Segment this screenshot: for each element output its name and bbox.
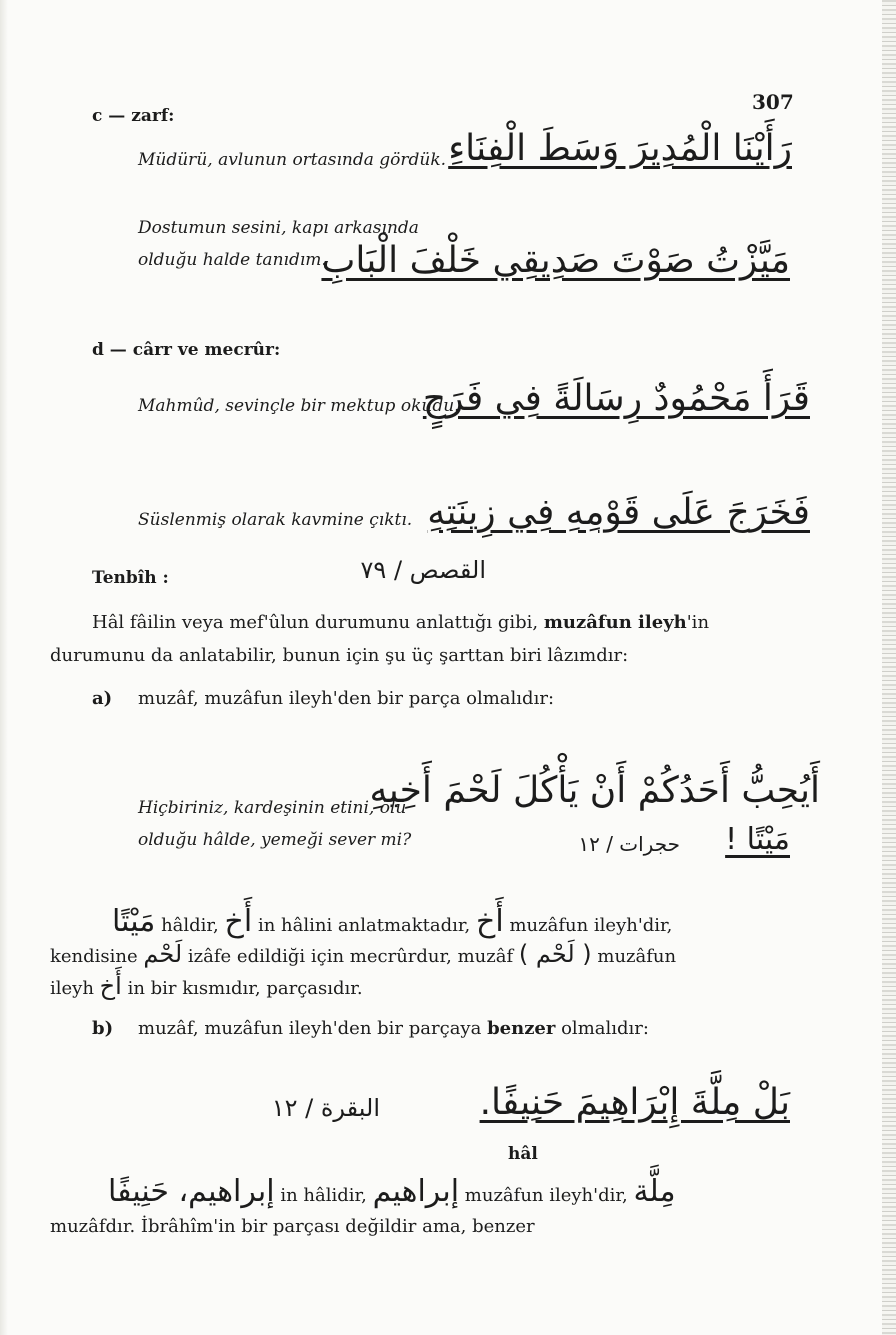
condition-a-text: muzâf, muzâfun ileyh'den bir parça olmalıdır: bbox=[138, 688, 555, 709]
b-example-hal-label: hâl bbox=[508, 1144, 538, 1164]
a-example-reference: حجرات / ١٢ bbox=[578, 832, 680, 856]
b-explanation-line1: إبراهيم، حَنِيفًا in hâlidir, إبراهيم muzâfun ileyh'dir, مِلَّة bbox=[108, 1174, 676, 1209]
page-number: 307 bbox=[752, 90, 794, 114]
c-example2-arabic: مَيَّزْتُ صَوْتَ صَدِيقِي خَلْفَ الْبَابِ bbox=[321, 240, 790, 281]
b-example-arabic: بَلْ مِلَّةَ إِبْرَاهِيمَ حَنِيفًا. bbox=[479, 1082, 790, 1123]
d-example2-arabic: فَخَرَجَ عَلَى قَوْمِهِ فِي زِينَتِهِ bbox=[427, 492, 810, 533]
a-example-translation-line2: olduğu hâlde, yemeği sever mi? bbox=[138, 830, 412, 850]
section-d-header: d — cârr ve mecrûr: bbox=[92, 340, 281, 360]
condition-b-label: b) bbox=[92, 1018, 114, 1039]
c-example1-translation: Müdürü, avlunun ortasında gördük. bbox=[138, 150, 447, 170]
a-example-translation-line1: Hiçbiriniz, kardeşinin etini, ölü bbox=[138, 798, 407, 818]
section-c-header: c — zarf: bbox=[92, 106, 175, 126]
condition-a-label: a) bbox=[92, 688, 113, 709]
a-explanation-line3: ileyh أَخ in bir kısmıdır, parçasıdır. bbox=[50, 972, 363, 1000]
a-explanation-line1: مَيْتًا hâldir, أَخ in hâlini anlatmaktadır, أَخ muzâfun ileyh'dir, bbox=[112, 904, 673, 939]
a-example-arabic-line1: أَيُحِبُّ أَحَدُكُمْ أَنْ يَأْكُلَ لَحْمَ أَخِيهِ bbox=[369, 770, 820, 811]
c-example2-translation-line1: Dostumun sesini, kapı arkasında bbox=[138, 218, 419, 238]
tenbih-label: Tenbîh : bbox=[92, 568, 169, 588]
b-explanation-line2: muzâfdır. İbrâhîm'in bir parçası değildir ama, benzer bbox=[50, 1216, 535, 1237]
d-example2-translation: Süslenmiş olarak kavmine çıktı. bbox=[138, 510, 413, 530]
c-example2-translation-line2: olduğu halde tanıdım. bbox=[138, 250, 327, 270]
b-example-reference: البقرة / ١٢ bbox=[271, 1094, 380, 1122]
tenbih-paragraph-line1: Hâl fâilin veya mef'ûlun durumunu anlattığı gibi, muzâfun ileyh'in bbox=[92, 612, 710, 633]
page-right-edge bbox=[882, 0, 896, 1335]
d-example1-translation: Mahmûd, sevinçle bir mektup okudu. bbox=[138, 396, 460, 416]
tenbih-paragraph-line2: durumunu da anlatabilir, bunun için şu üç şarttan biri lâzımdır: bbox=[50, 645, 629, 666]
c-example1-arabic: رَأَيْنَا الْمُدِيرَ وَسَطَ الْفِنَاءِ bbox=[448, 128, 792, 169]
d-example1-arabic: قَرَأَ مَحْمُودٌ رِسَالَةً فِي فَرَحٍ bbox=[422, 378, 810, 419]
a-explanation-line2: kendisine لَحْم izâfe edildiği için mecrûrdur, muzâf ( لَحْم ) muzâfun bbox=[50, 940, 677, 968]
page-left-shadow bbox=[0, 0, 8, 1335]
a-example-arabic-line2: مَيْتًا ! bbox=[725, 822, 790, 857]
condition-b-text: muzâf, muzâfun ileyh'den bir parçaya benzer olmalıdır: bbox=[138, 1018, 649, 1039]
d-example2-reference: القصص / ٧٩ bbox=[360, 556, 486, 584]
